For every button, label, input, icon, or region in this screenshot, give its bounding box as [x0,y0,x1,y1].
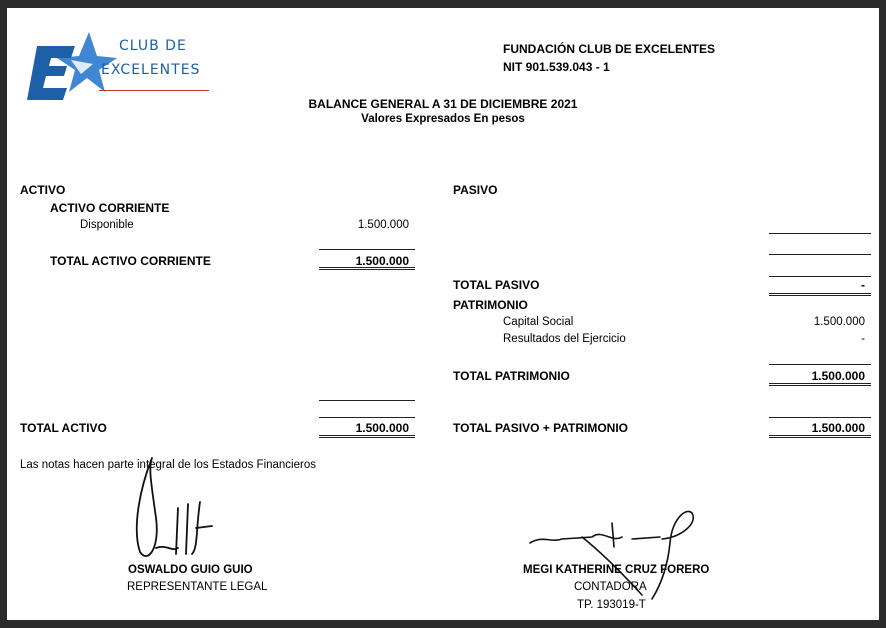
disponible-label: Disponible [80,219,134,231]
capital-social-value: 1.500.000 [813,316,865,328]
resultados-ejercicio-value: - [861,333,865,345]
total-patrimonio-label: TOTAL PATRIMONIO [453,369,570,383]
rule-total-patrimonio-top [769,364,871,365]
rule-total-activo-top [319,400,415,401]
rule-total-pp-bottom-1 [769,435,871,436]
logo-line-1: CLUB DE [119,38,187,54]
notes-statement: Las notas hacen parte integral de los Estados Financieros [20,459,316,471]
rule-total-pasivo-bottom-1 [769,293,871,294]
rule-total-activo-bottom-2 [319,437,415,438]
total-activo-corriente-value: 1.500.000 [355,254,409,268]
rule-pasivo-1 [769,233,871,234]
rule-total-activo-mid [319,417,415,418]
total-activo-corriente-label: TOTAL ACTIVO CORRIENTE [50,254,211,268]
rule-pasivo-3 [769,276,871,277]
accountant-role: CONTADORA [574,581,647,593]
total-pasivo-patrimonio-value: 1.500.000 [811,421,865,435]
org-nit: NIT 901.539.043 - 1 [503,60,610,74]
total-pasivo-value: - [861,278,865,292]
total-pasivo-patrimonio-label: TOTAL PASIVO + PATRIMONIO [453,421,629,435]
statement-title: BALANCE GENERAL A 31 DE DICIEMBRE 2021 [308,97,578,111]
disponible-value: 1.500.000 [357,219,409,231]
resultados-ejercicio-label: Resultados del Ejercicio [503,333,626,345]
club-logo [27,30,227,100]
rule-total-pp-top [769,417,871,418]
total-activo-label: TOTAL ACTIVO [20,421,107,435]
rule-total-pp-bottom-2 [769,437,871,438]
activo-heading: ACTIVO [20,183,66,197]
logo-line-2: EXCELENTES [101,62,201,78]
logo-underline [99,90,209,91]
org-name: FUNDACIÓN CLUB DE EXCELENTES [503,42,716,56]
statement-subtitle: Valores Expresados En pesos [361,113,525,125]
rule-total-patrimonio-bottom-2 [769,385,871,386]
rule-pasivo-2 [769,254,871,255]
rule-total-pasivo-bottom-2 [769,295,871,296]
accountant-name: MEGI KATHERINE CRUZ FORERO [523,564,710,576]
rule-total-activo-bottom-1 [319,435,415,436]
legal-representative-signature [122,448,232,568]
legal-representative-role: REPRESENTANTE LEGAL [127,581,268,593]
pasivo-heading: PASIVO [453,183,498,197]
accountant-professional-card: TP. 193019-T [577,599,646,611]
activo-corriente-heading: ACTIVO CORRIENTE [50,201,170,215]
total-patrimonio-value: 1.500.000 [811,369,865,383]
financial-statement-page [7,8,879,620]
total-pasivo-label: TOTAL PASIVO [453,278,540,292]
rule-total-corriente-top [319,249,415,250]
total-activo-value: 1.500.000 [355,421,409,435]
rule-total-patrimonio-bottom-1 [769,383,871,384]
patrimonio-heading: PATRIMONIO [453,298,528,312]
rule-total-corriente-bottom-2 [319,269,415,270]
rule-total-corriente-bottom-1 [319,267,415,268]
legal-representative-name: OSWALDO GUIO GUIO [128,564,253,576]
capital-social-label: Capital Social [503,316,574,328]
